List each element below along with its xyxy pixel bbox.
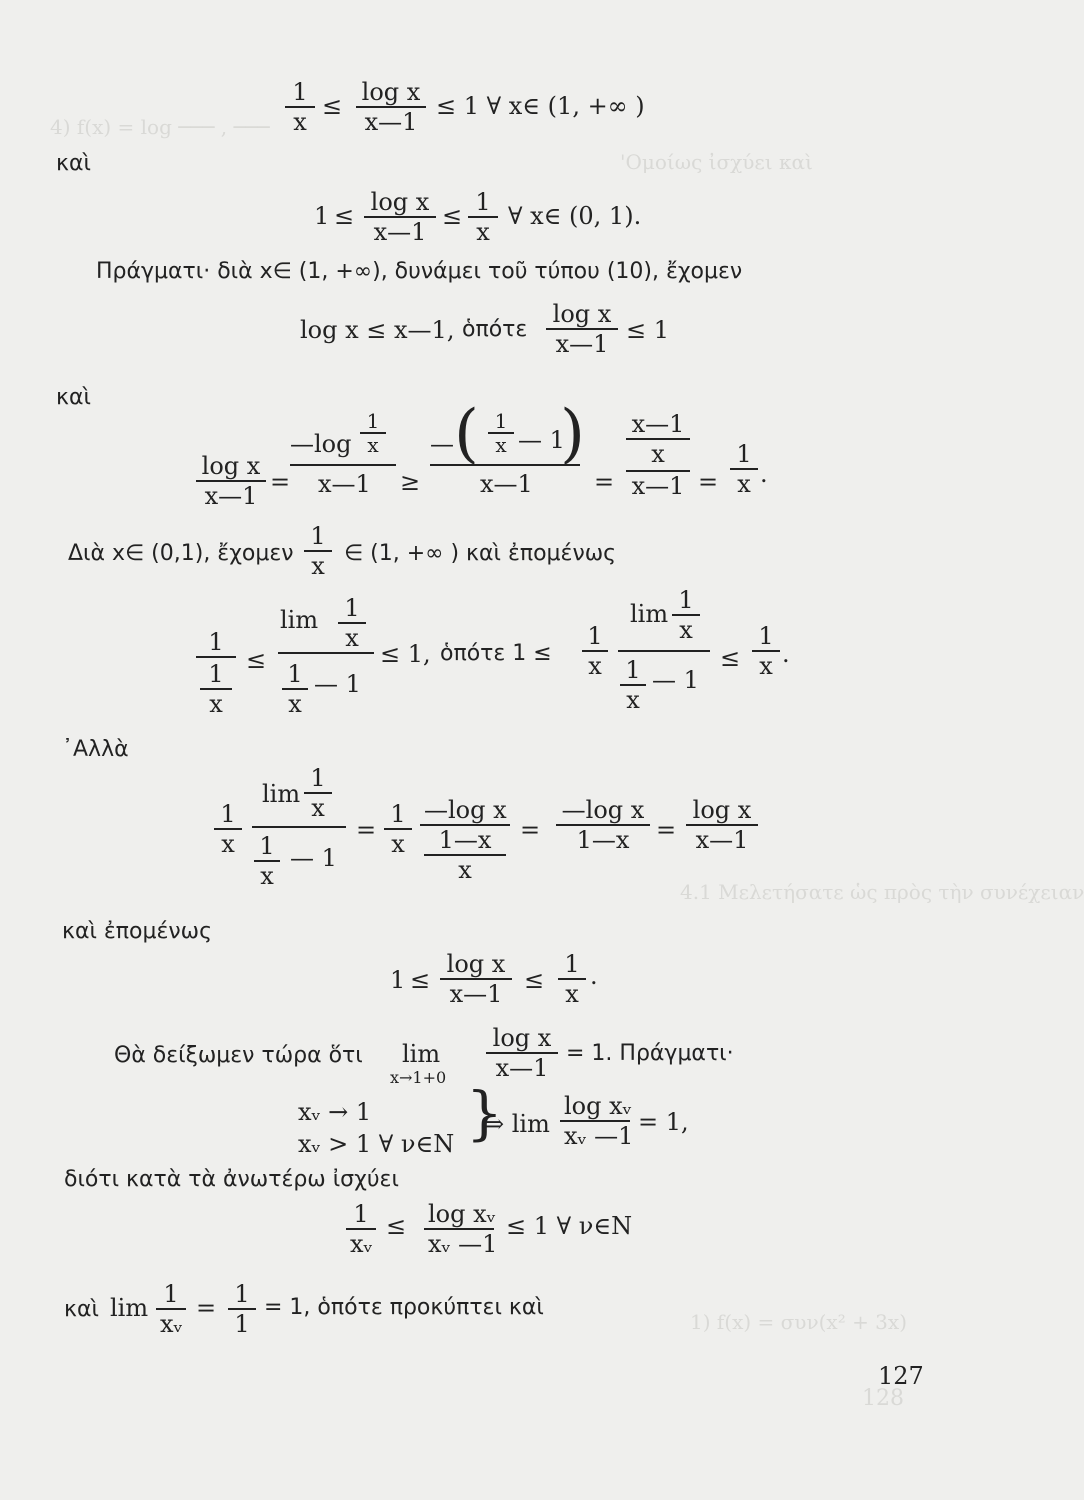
eq-sign: = [356,816,377,844]
fraction: $\frac{1}{\text{xᵥ}}$ [156,1280,186,1338]
period: . [782,640,790,668]
fraction: $\frac{\text{log x}}{x—1}$ [196,452,266,510]
fraction: $\frac{\text{log x}}{x—1}$ [440,950,512,1008]
fraction: $\frac{\text{log x}}{x—1}$ [356,78,426,136]
paragraph-pragmati: Πράγματι· διὰ x∈ (1, +∞), δυνάμει τοῦ τύπου (10), ἔχομεν [96,259,743,284]
fraction: —log x 1—x x [420,796,510,884]
fraction: $\frac{\text{log x}}{x—1}$ [546,300,618,358]
bleed-through-text: 1) f(x) = συν(x² + 3x) [690,1310,907,1334]
eq-sign: = [698,468,719,496]
text-kai: καὶ [56,385,91,410]
lim: lim [402,1040,441,1068]
fraction: $\frac{1}{x}$ [672,586,700,644]
fraction: $\frac{\text{log x}}{x—1}$ [364,188,436,246]
inequality-tail: ∀ x∈ (0, 1). [508,202,642,230]
eq-sign: = [270,468,291,496]
ge-sign: ≥ [400,468,421,496]
fraction-bar [430,464,580,466]
right-paren: ) [560,397,585,471]
bleed-through-text: 4) f(x) = log ─── , ─── [50,115,270,139]
fraction: $\frac{1}{x}$ [488,410,514,456]
fraction: $\frac{\text{log xᵥ}}{\text{xᵥ —1}}$ [424,1200,494,1258]
denominator: x—1 [318,470,371,498]
log-word: lim [630,600,669,628]
minus: — [430,430,454,458]
le-sign: ≤ [246,646,267,674]
minus-one: — 1 [290,844,337,872]
fraction: $\frac{1}{x}$ [730,440,758,498]
fraction-bar [290,464,396,466]
fraction: $\frac{1}{x}$ [304,764,332,822]
left-paren: ( [454,397,479,471]
le-sign: ≤ [322,92,343,120]
fraction: $\frac{\text{log xᵥ}}{\text{xᵥ —1}}$ [560,1092,630,1150]
inequality-tail: ≤ 1 ∀ x∈ (1, +∞ ) [436,92,645,120]
fraction-bar [252,826,346,828]
le-sign: ≤ [334,202,355,230]
period: . [760,460,768,488]
fraction: x—1 x x—1 [626,410,690,500]
paragraph-dioti: διότι κατὰ τὰ ἀνωτέρω ἰσχύει [64,1167,399,1192]
fraction: $\frac{1}{1}$ [228,1280,256,1338]
paragraph-tail: ∈ (1, +∞ ) καὶ ἐπομένως [344,541,617,566]
minus-one: — 1 [314,670,361,698]
eq-sign: = [656,816,677,844]
lim-subscript: x→1+0 [390,1068,447,1087]
le-one: ≤ 1, [380,640,431,668]
fraction-bar [618,650,710,652]
fraction: $\frac{\text{log x}}{x—1}$ [686,796,758,854]
fraction: $\frac{1}{x}$ [304,522,332,580]
fraction: $\frac{1}{x}$ [620,656,646,714]
one: 1 [314,202,330,230]
bleed-through-page-number: 128 [862,1386,904,1411]
eq-sign: = [196,1294,217,1322]
le-sign: ≤ [410,966,431,994]
text-opote: ὁπότε 1 ≤ [440,641,552,666]
fraction: $\frac{\text{—log x}}{1—x}$ [556,796,650,854]
text-kai: καὶ [56,151,91,176]
one: 1 [390,966,406,994]
fraction: $\frac{1}{x}$ [752,622,780,680]
fraction: $\frac{1}{x}$ [558,950,586,1008]
implies-lim: ⇒ lim [484,1110,550,1138]
fraction: $\frac{1}{x}$ [582,622,608,680]
period: . [590,962,598,990]
paragraph-tha: Θὰ δείξωμεν τώρα ὅτι [114,1043,363,1068]
le-forall: ≤ 1 ∀ ν∈N [506,1212,633,1240]
minus-one: — 1 [652,666,699,694]
lim: lim [110,1294,149,1322]
le-sign: ≤ [524,966,545,994]
inequality: log x ≤ x—1, [300,316,455,344]
denominator: x—1 [480,470,533,498]
eq-one: = 1, [638,1108,689,1136]
fraction: $\frac{1}{x}$ [468,188,498,246]
bleed-through-text: 'Ομοίως ἰσχύει καὶ [620,150,813,174]
text-alla: ᾿Αλλὰ [62,737,129,762]
fraction: $\frac{1}{x}$ [282,660,308,718]
fraction: $\frac{\text{log x}}{x—1}$ [486,1024,558,1082]
le-sign: ≤ [442,202,463,230]
page-number: 127 [878,1362,924,1390]
le-sign: ≤ [386,1212,407,1240]
bleed-through-text: 4.1 Μελετήσατε ὡς πρὸς τὴν συνέχειαν [680,880,1084,904]
text-opote: ὁπότε [462,317,528,342]
fraction: $\frac{1}{x}$ [360,410,386,456]
right-brace: } [466,1079,503,1147]
eq-sign: = [594,468,615,496]
le-sign: ≤ [720,644,741,672]
eq-sign: = [520,816,541,844]
log-word: lim [280,606,319,634]
fraction: $\frac{1}{x}$ [338,594,366,652]
paragraph-dia: Διὰ x∈ (0,1), ἔχομεν [68,541,294,566]
fraction: $\frac{1}{x}$ [384,800,412,858]
fraction: $\frac{1}{x}$ [285,78,315,136]
log-word: lim [262,780,301,808]
paragraph-pragmati2: = 1. Πράγματι· [566,1041,734,1066]
minus-one: — 1 [518,426,565,454]
paragraph-kai-lim: = 1, ὁπότε προκύπτει καὶ [264,1295,544,1320]
le-one: ≤ 1 [626,316,670,344]
text-kai-epomenos: καὶ ἐπομένως [62,919,213,944]
fraction: 1 1 x [196,628,236,718]
xv-to-1: xᵥ → 1 [298,1098,372,1126]
fraction: $\frac{1}{\text{xᵥ}}$ [346,1200,376,1258]
text-kai: καὶ [64,1297,99,1322]
xv-gt-1: xᵥ > 1 ∀ ν∈N [298,1130,455,1158]
fraction: $\frac{1}{x}$ [254,832,280,890]
fraction-bar [278,652,374,654]
neg-log: —log [290,430,352,458]
fraction: $\frac{1}{x}$ [214,800,242,858]
